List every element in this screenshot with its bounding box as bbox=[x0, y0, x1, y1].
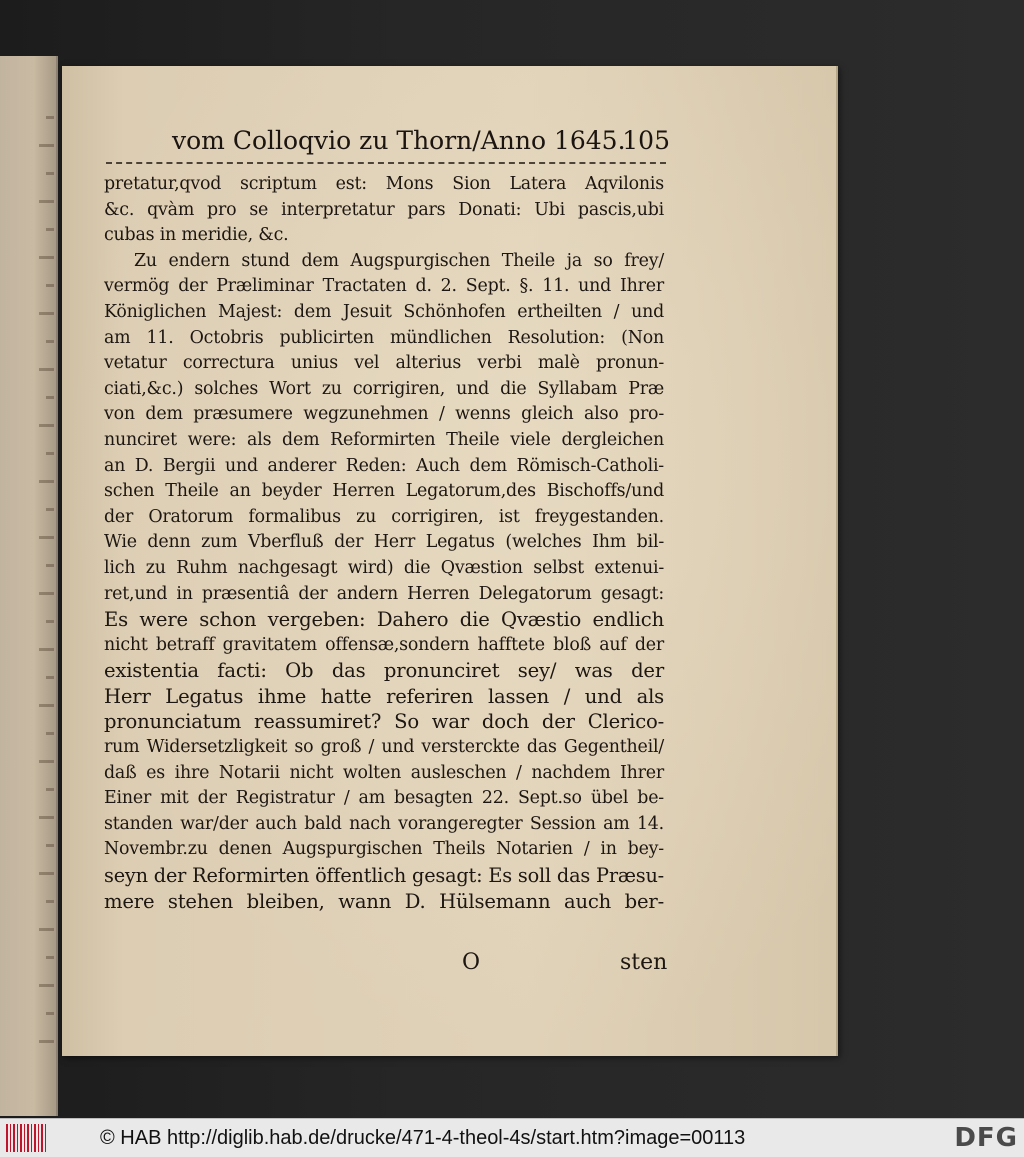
text-line: ciati,&c.) solches Wort zu corrigiren, und die Syllabam Præ bbox=[104, 378, 664, 399]
text-line: vetatur correctura unius vel alterius verbi malè pronun- bbox=[104, 353, 664, 374]
running-head-title: vom Colloqvio zu Thorn/Anno 1645. bbox=[172, 126, 626, 155]
text-line: cubas in meridie, &c. bbox=[104, 225, 289, 246]
edge-text-fragment bbox=[39, 256, 54, 259]
head-rule bbox=[106, 162, 666, 168]
edge-text-fragment bbox=[46, 676, 54, 679]
text-line: vermög der Præliminar Tractaten d. 2. Sept. §. 11. und Ihrer bbox=[104, 276, 664, 297]
text-line: Zu endern stund dem Augspurgischen Theile ja so frey/ bbox=[134, 250, 664, 271]
text-line: an D. Bergii und anderer Reden: Auch dem Römisch-Catholi- bbox=[104, 455, 664, 476]
running-head bbox=[110, 124, 670, 164]
edge-text-fragment bbox=[46, 564, 54, 567]
text-line: der Oratorum formalibus zu corrigiren, ist freygestanden. bbox=[104, 506, 664, 527]
edge-text-fragment bbox=[46, 508, 54, 511]
edge-text-fragment bbox=[46, 340, 54, 343]
edge-text-fragment bbox=[39, 424, 54, 427]
edge-text-fragment bbox=[46, 844, 54, 847]
text-line: seyn der Reformirten öffentlich gesagt: Es soll das Præsu- bbox=[104, 864, 664, 888]
text-line: Königlichen Majest: dem Jesuit Schönhofen ertheilten / und bbox=[104, 301, 664, 322]
edge-text-fragment bbox=[39, 704, 54, 707]
edge-text-fragment bbox=[39, 928, 54, 931]
page-text bbox=[104, 172, 664, 914]
text-line: rum Widersetzligkeit so groß / und versterckte das Gegentheil/ bbox=[104, 737, 664, 758]
text-line: von dem præsumere wegzunehmen / wenns gleich also pro- bbox=[104, 404, 664, 425]
text-line: lich zu Ruhm nachgesagt wird) die Qvæstion selbst extenui- bbox=[104, 557, 664, 578]
edge-text-fragment bbox=[39, 648, 54, 651]
edge-text-fragment bbox=[46, 788, 54, 791]
edge-text-fragment bbox=[46, 956, 54, 959]
edge-text-fragment bbox=[46, 284, 54, 287]
text-line: pretatur,qvod scriptum est: Mons Sion Latera Aqvilonis bbox=[104, 174, 664, 194]
edge-text-fragment bbox=[39, 592, 54, 595]
edge-text-fragment bbox=[39, 536, 54, 539]
text-line: pronunciatum reassumiret? So war doch der Clerico- bbox=[104, 710, 664, 734]
edge-text-fragment bbox=[46, 732, 54, 735]
text-line: Herr Legatus ihme hatte referiren lassen / und als bbox=[104, 684, 664, 708]
edge-text-fragment bbox=[39, 1040, 54, 1043]
text-line: mere stehen bleiben, wann D. Hülsemann auch ber- bbox=[104, 889, 664, 913]
edge-text-fragment bbox=[39, 368, 54, 371]
text-line: nunciret were: als dem Reformirten Theile viele dergleichen bbox=[104, 429, 664, 450]
text-line: nicht betraff gravitatem offensæ,sondern hafftete bloß auf der bbox=[104, 634, 664, 655]
edge-text-fragment bbox=[39, 984, 54, 987]
dfg-logo: DFG bbox=[954, 1123, 1018, 1153]
catchword: sten bbox=[620, 950, 668, 975]
edge-text-fragment bbox=[39, 872, 54, 875]
edge-text-fragment bbox=[39, 816, 54, 819]
text-line: standen war/der auch bald nach vorangeregter Session am 14. bbox=[104, 813, 664, 834]
page-number: 105 bbox=[622, 126, 670, 155]
edge-text-fragment bbox=[39, 480, 54, 483]
text-line: Wie denn zum Vberfluß der Herr Legatus (welches Ihm bil- bbox=[104, 532, 664, 553]
text-line: Novembr.zu denen Augspurgischen Theils Notarien / in bey- bbox=[104, 839, 664, 860]
signature-mark: O bbox=[462, 950, 481, 975]
edge-text-fragment bbox=[39, 200, 54, 203]
text-line: am 11. Octobris publicirten mündlichen Resolution: (Non bbox=[104, 327, 664, 348]
edge-text-fragment bbox=[46, 452, 54, 455]
edge-text-fragment bbox=[39, 760, 54, 763]
edge-text-fragment bbox=[46, 396, 54, 399]
edge-text-fragment bbox=[46, 228, 54, 231]
edge-text-fragment bbox=[39, 144, 54, 147]
text-line: Einer mit der Registratur / am besagten 22. Sept.so übel be- bbox=[104, 788, 664, 809]
edge-text-fragment bbox=[46, 620, 54, 623]
edge-text-fragment bbox=[46, 900, 54, 903]
edge-text-fragment bbox=[46, 1012, 54, 1015]
text-line: schen Theile an beyder Herren Legatorum,des Bischoffs/und bbox=[104, 481, 664, 502]
edge-text-fragment bbox=[46, 172, 54, 175]
text-line: existentia facti: Ob das pronunciret sey/ was der bbox=[104, 659, 664, 683]
barcode-icon bbox=[6, 1124, 48, 1152]
text-line: ret,und in præsentiâ der andern Herren Delegatorum gesagt: bbox=[104, 583, 664, 604]
edge-text-fragment bbox=[46, 116, 54, 119]
viewer-footer bbox=[0, 1118, 1024, 1157]
previous-page-edge bbox=[0, 56, 58, 1116]
text-line: daß es ihre Notarii nicht wolten ausleschen / nachdem Ihrer bbox=[104, 762, 664, 783]
text-line: &c. qvàm pro se interpretatur pars Donati: Ubi pascis,ubi bbox=[104, 199, 664, 220]
copyright-link[interactable]: © HAB http://diglib.hab.de/drucke/471-4-theol-4s/start.htm?image=00113 bbox=[100, 1127, 746, 1149]
edge-text-fragment bbox=[39, 312, 54, 315]
text-line: Es were schon vergeben: Dahero die Qvæstio endlich bbox=[104, 608, 664, 632]
